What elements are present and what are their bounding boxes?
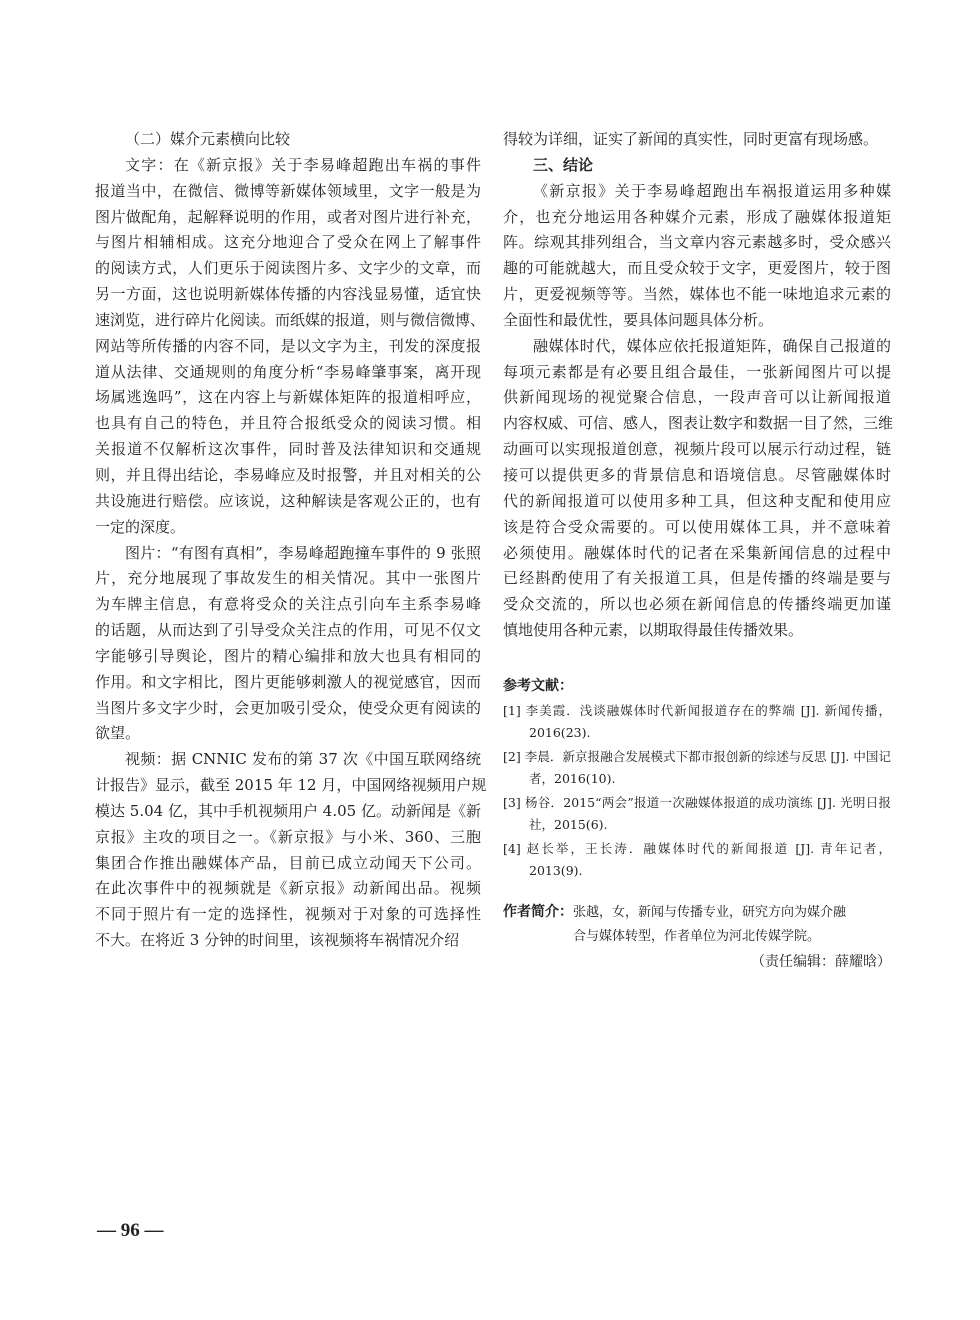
text-line: 京报》主攻的项目之一。《新京报》与小米、360、三胞 xyxy=(95,827,481,846)
references-list xyxy=(503,700,891,882)
paragraph xyxy=(95,541,481,748)
right-column xyxy=(503,127,894,975)
text-line: 接可以提供更多的背景信息和语境信息。尽管融媒体时 xyxy=(503,465,891,484)
text-line: 供新闻现场的视觉聚合信息，一段声音可以让新闻报道 xyxy=(503,388,891,407)
text-line: 的话题，从而达到了引导受众关注点的作用，可见不仅文 xyxy=(95,621,481,640)
text-line: 道从法律、交通规则的角度分析“李易峰肇事案，离开现 xyxy=(95,362,481,381)
text-line: 集团合作推出融媒体产品，目前已成立动闻天下公司。 xyxy=(95,853,481,872)
text-line: 当图片多文字少时，会更加吸引受众，使受众更有阅读的 xyxy=(95,698,481,717)
paragraph xyxy=(95,747,487,954)
text-line: 每项元素都是有必要且组合最佳，一张新闻图片可以提 xyxy=(503,362,891,381)
text-line: 也具有自己的特色，并且符合报纸受众的阅读习惯。相 xyxy=(95,414,481,433)
text-line: 与图片相辅相成。这充分地迎合了受众在网上了解事件 xyxy=(95,233,481,252)
text-line: 图片做配角，起解释说明的作用，或者对图片进行补充， xyxy=(95,207,481,226)
text-line: 动画可以实现报道创意，视频片段可以展示行动过程，链 xyxy=(503,440,891,459)
text-line: 融媒体时代，媒体应依托报道矩阵，确保自己报道的 xyxy=(533,336,891,355)
text-line: 则，并且得出结论，李易峰应及时报警，并且对相关的公 xyxy=(95,465,481,484)
text-line: 趣的可能就越大，而且受众较于文字，更爱图片，较于图 xyxy=(503,259,891,278)
text-line: 受众交流的，所以也必须在新闻信息的传播终端更加谨 xyxy=(503,595,891,614)
text-line: 字能够引导舆论，图片的精心编排和放大也具有相同的 xyxy=(95,646,481,665)
text-line: 代的新闻报道可以使用多种工具，但这种支配和使用应 xyxy=(503,491,891,510)
text-line: 不同于照片有一定的选择性，视频对于对象的可选择性 xyxy=(95,905,481,924)
reference-item: [4] 赵长举，王长涛．融媒体时代的新闻报道 [J]. 青年记者，2013(9). xyxy=(503,840,891,878)
author-bio-line: 合与媒体转型，作者单位为河北传媒学院。 xyxy=(573,928,821,944)
reference-item: [1] 李美霞．浅谈融媒体时代新闻报道存在的弊端 [J]. 新闻传播，2016(23). xyxy=(503,702,891,740)
text-line: 该是符合受众需要的。可以使用媒体工具，并不意味着 xyxy=(503,517,891,536)
text-line: 为车牌主信息，有意将受众的关注点引向车主系李易峰 xyxy=(95,595,481,614)
text-line: 模达 5.04 亿，其中手机视频用户 4.05 亿。动新闻是《新 xyxy=(95,801,481,820)
references-title: 参考文献： xyxy=(503,677,573,694)
text-line: 作用。和文字相比，图片更能够刺激人的视觉感官，因而 xyxy=(95,672,481,691)
author-bio-line: 张越，女，新闻与传播专业，研究方向为媒介融 xyxy=(573,904,847,920)
text-line: 全面性和最优性，要具体问题具体分析。 xyxy=(503,310,774,329)
section-heading-conclusion: 三、结论 xyxy=(533,155,594,174)
text-line: 报道当中，在微信、微博等新媒体领域里，文字一般是为 xyxy=(95,181,481,200)
text-line: 已经斟酌使用了有关报道工具，但是传播的终端是要与 xyxy=(503,569,891,588)
text-line: 欲望。 xyxy=(95,724,141,743)
paragraph xyxy=(503,179,891,334)
continuation-line: 得较为详细，证实了新闻的真实性，同时更富有现场感。 xyxy=(503,130,879,148)
reference-item: [3] 杨谷．2015“两会”报道一次融媒体报道的成功演练 [J]. 光明日报社，2015(6). xyxy=(503,794,891,832)
paragraph xyxy=(503,334,894,644)
text-line: 一定的深度。 xyxy=(95,517,186,536)
text-line: 的阅读方式，人们更乐于阅读图片多、文字少的文章，而 xyxy=(95,259,481,278)
right-paragraphs xyxy=(503,179,894,644)
text-line: 计报告》显示，截至 2015 年 12 月，中国网络视频用户规 xyxy=(95,776,487,795)
text-line: 介，也充分地运用各种媒介元素，形成了融媒体报道矩 xyxy=(503,207,891,226)
section-heading-media-elements: （二）媒介元素横向比较 xyxy=(125,130,291,148)
text-line: 速浏览，进行碎片化阅读。而纸媒的报道，则与微信微博、 xyxy=(95,310,486,329)
paragraph xyxy=(95,153,486,541)
text-line: 片，更爱视频等等。当然，媒体也不能一味地追求元素的 xyxy=(503,285,891,304)
author-bio xyxy=(503,900,891,949)
text-line: 在此次事件中的视频就是《新京报》动新闻出品。视频 xyxy=(95,879,481,898)
reference-item: [2] 李晨．新京报融合发展模式下都市报创新的综述与反思 [J]. 中国记者，2016(10). xyxy=(503,748,891,786)
text-line: 必须使用。融媒体时代的记者在采集新闻信息的过程中 xyxy=(503,543,891,562)
text-line: 片，充分地展现了事故发生的相关情况。其中一张图片 xyxy=(95,569,481,588)
text-line: 文字：在《新京报》关于李易峰超跑出车祸的事件 xyxy=(125,155,481,174)
left-paragraphs xyxy=(95,153,487,954)
responsible-editor: （责任编辑：薛耀晗） xyxy=(751,953,891,970)
text-line: 内容权威、可信、感人，图表让数字和数据一目了然，三维 xyxy=(503,414,894,433)
text-line: 不大。在将近 3 分钟的时间里，该视频将车祸情况介绍 xyxy=(95,931,460,950)
text-line: 场属逃逸吗”，这在内容上与新媒体矩阵的报道相呼应， xyxy=(95,388,481,407)
page-number: — 96 — xyxy=(97,1220,164,1241)
left-column xyxy=(95,127,487,954)
text-line: 慎地使用各种元素，以期取得最佳传播效果。 xyxy=(503,621,804,640)
text-line: 关报道不仅解析这次事件，同时普及法律知识和交通规 xyxy=(95,440,481,459)
text-line: 共设施进行赔偿。应该说，这种解读是客观公正的，也有 xyxy=(95,491,481,510)
text-line: 阵。综观其排列组合，当文章内容元素越多时，受众感兴 xyxy=(503,233,891,252)
text-line: 另一方面，这也说明新媒体传播的内容浅显易懂，适宜快 xyxy=(95,285,481,304)
text-line: 网站等所传播的内容不同，是以文字为主，刊发的深度报 xyxy=(95,336,481,355)
text-line: 《新京报》关于李易峰超跑出车祸报道运用多种媒 xyxy=(533,181,891,200)
text-line: 图片：“有图有真相”，李易峰超跑撞车事件的 9 张照 xyxy=(125,543,481,562)
text-line: 视频：据 CNNIC 发布的第 37 次《中国互联网络统 xyxy=(125,750,481,769)
author-label: 作者简介： xyxy=(503,903,573,920)
